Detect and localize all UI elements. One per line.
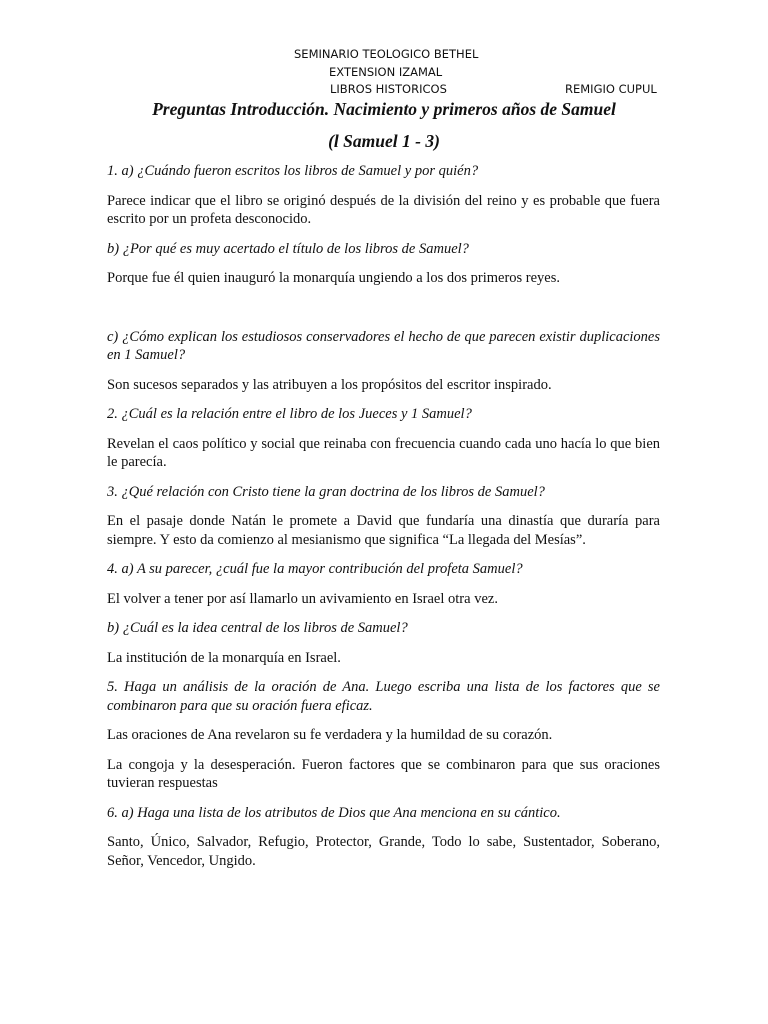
answer-1b: Porque fue él quien inauguró la monarquía ungiendo a los dos primeros reyes.: [107, 270, 561, 286]
answer-1a: Parece indicar que el libro se originó después de la división del reino y es probable que fuera escrito por un profeta desconocido.: [107, 192, 660, 227]
document-title: Preguntas Introducción. Nacimiento y primeros años de Samuel: [152, 99, 616, 119]
question-4b: b) ¿Cuál es la idea central de los libros de Samuel?: [107, 620, 408, 636]
question-6a: 6. a) Haga una lista de los atributos de Dios que Ana menciona en su cántico.: [107, 804, 561, 821]
answer-2: Revelan el caos político y social que reinaba con frecuencia cuando cada uno hacía lo que bien le parecía.: [107, 435, 660, 470]
document-subtitle: (l Samuel 1 - 3): [328, 131, 440, 151]
question-1c: c) ¿Cómo explican los estudiosos conservadores el hecho de que parecen existir duplicaciones en 1 Samuel?: [107, 328, 660, 363]
answer-4a: El volver a tener por así llamarlo un avivamiento en Israel otra vez.: [107, 590, 498, 607]
question-1b: b) ¿Por qué es muy acertado el título de los libros de Samuel?: [107, 240, 469, 257]
question-5: 5. Haga un análisis de la oración de Ana. Luego escriba una lista de los factores que se combinaron para que su oración fuera eficaz.: [107, 679, 660, 714]
answer-3: En el pasaje donde Natán le promete a David que fundaría una dinastía que duraría para siempre. Y esto da comienzo al mesianismo que significa “La llegada del Mesías”.: [107, 513, 660, 548]
answer-5b: La congoja y la desesperación. Fueron factores que se combinaron para que sus oraciones tuvieran respuestas: [107, 756, 660, 791]
blank-line: [107, 299, 660, 328]
question-4a: 4. a) A su parecer, ¿cuál fue la mayor contribución del profeta Samuel?: [107, 561, 523, 577]
header-seminary-name: SEMINARIO TEOLOGICO BETHEL: [294, 47, 479, 61]
answer-6a: Santo, Único, Salvador, Refugio, Protector, Grande, Todo lo sabe, Sustentador, Soberano, Señor, Vencedor, Ungido.: [107, 834, 660, 869]
question-3: 3. ¿Qué relación con Cristo tiene la gran doctrina de los libros de Samuel?: [107, 483, 545, 500]
document-body: [107, 162, 660, 881]
question-2: 2. ¿Cuál es la relación entre el libro de los Jueces y 1 Samuel?: [107, 406, 472, 422]
answer-5a: Las oraciones de Ana revelaron su fe verdadera y la humildad de su corazón.: [107, 727, 553, 743]
answer-4b: La institución de la monarquía en Israel.: [107, 649, 341, 666]
question-1a: 1. a) ¿Cuándo fueron escritos los libros de Samuel y por quién?: [107, 163, 479, 179]
header-extension: EXTENSION IZAMAL: [329, 65, 443, 79]
header-author: REMIGIO CUPUL: [565, 82, 657, 96]
header-course: LIBROS HISTORICOS: [330, 82, 447, 96]
answer-1c: Son sucesos separados y las atribuyen a los propósitos del escritor inspirado.: [107, 376, 552, 393]
